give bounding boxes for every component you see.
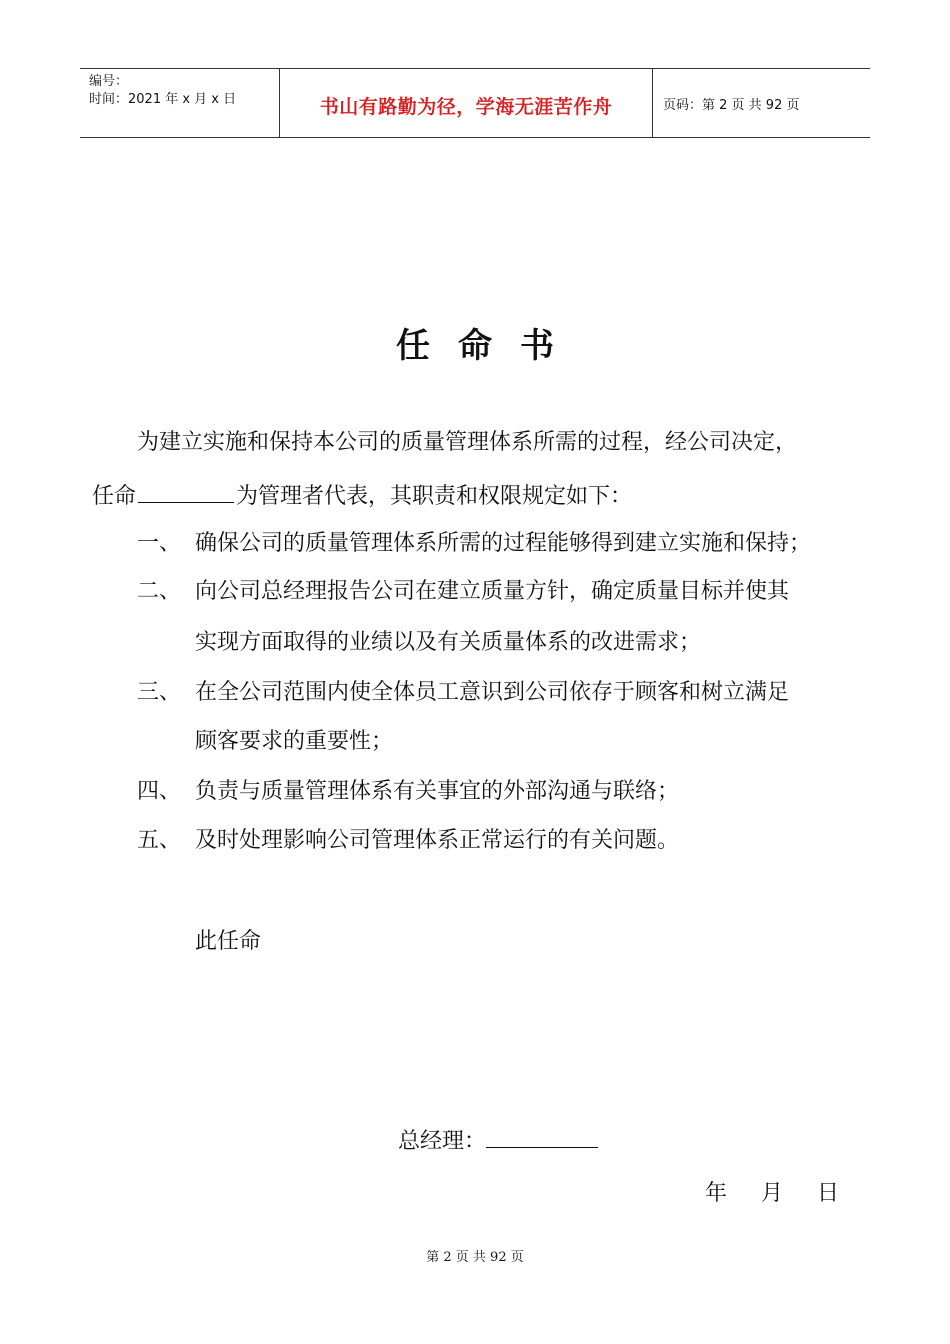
item-2-line-1: 向公司总经理报告公司在建立质量方针，确定质量目标并使其 [195,579,790,604]
document-time-label: 时间：2021 年 x 月 x 日 [89,92,237,107]
item-5-line-1: 及时处理影响公司管理体系正常运行的有关问题。 [195,828,680,853]
date-month: 月 [761,1181,784,1206]
item-4-number: 四、 [137,779,182,804]
appointee-blank [138,482,234,503]
date-year: 年 [705,1181,728,1206]
item-3-line-1: 在全公司范围内使全体员工意识到公司依存于顾客和树立满足 [195,680,790,705]
closing-text: 此任命 [195,929,262,954]
page-header [80,68,870,138]
item-2-number: 二、 [137,579,182,604]
intro-appoint-prefix: 任命 [92,484,137,509]
date-day: 日 [817,1181,840,1206]
intro-line-1: 为建立实施和保持本公司的质量管理体系所需的过程，经公司决定， [137,430,798,455]
intro-line-2 [92,482,632,510]
signature-line [486,1127,598,1148]
signature-row [398,1127,598,1155]
header-page-cell [653,69,870,137]
signature-label: 总经理： [398,1129,487,1154]
item-1-number: 一、 [137,531,182,556]
item-1-line-1: 确保公司的质量管理体系所需的过程能够得到建立实施和保持； [195,531,812,556]
header-page-number: 页码：第 2 页 共 92 页 [663,97,800,113]
item-3-line-2: 顾客要求的重要性； [195,729,394,754]
document-title: 任命书 [396,326,582,366]
item-4-line-1: 负责与质量管理体系有关事宜的外部沟通与联络； [195,779,680,804]
date-row [705,1176,839,1207]
page-footer: 第 2 页 共 92 页 [426,1250,524,1265]
intro-appoint-suffix: 为管理者代表，其职责和权限规定如下： [236,484,633,509]
header-motto-cell [280,69,653,137]
item-5-number: 五、 [137,828,182,853]
item-2-line-2: 实现方面取得的业绩以及有关质量体系的改进需求； [195,630,702,655]
header-meta [80,69,280,137]
header-motto: 书山有路勤为径，学海无涯苦作舟 [319,95,613,118]
item-3-number: 三、 [137,680,182,705]
document-number-label: 编号： [89,74,129,89]
